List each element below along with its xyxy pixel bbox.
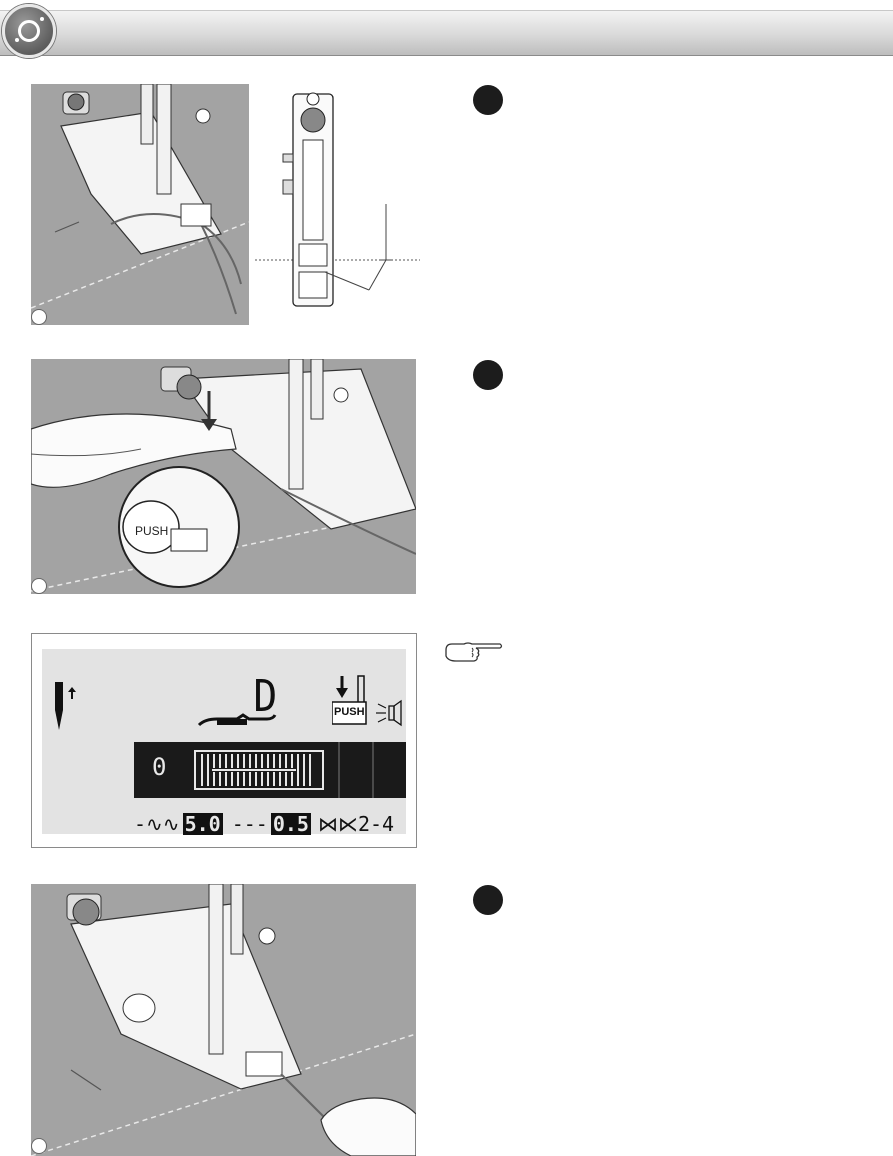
needle-icon [54, 682, 64, 730]
section-header-bar [0, 10, 893, 56]
push-lever-indicator [332, 674, 402, 739]
pointing-hand-icon [444, 640, 504, 666]
segment-divider [338, 742, 340, 798]
buttonhole-progress-bar [134, 742, 406, 798]
pull-thread-illustration [31, 884, 416, 1156]
push-label: PUSH [334, 706, 365, 718]
stitch-width-symbol: -∿∿ [134, 812, 180, 836]
stitch-width-value: 5.0 [184, 812, 221, 836]
buttonhole-foot-with-thread-illustration [31, 84, 249, 325]
lcd-screen [42, 649, 406, 834]
step-marker-1 [473, 85, 503, 115]
presser-foot-label: 2-4 [357, 812, 395, 836]
buttonhole-foot-top-view-illustration [255, 84, 420, 324]
buttonhole-stitch-graphic [194, 750, 324, 790]
figure-label-circle [31, 578, 47, 594]
step-marker-3 [473, 885, 503, 915]
presser-foot-icon [197, 711, 277, 733]
figure-label-circle [31, 309, 47, 325]
push-lever-indicator-icon [332, 674, 402, 734]
svg-text:PUSH: PUSH [135, 524, 169, 538]
push-lever-illustration [31, 359, 416, 594]
lcd-display-frame [31, 633, 417, 848]
arrow-up-icon [68, 687, 76, 699]
stitch-length-symbol: --- [231, 812, 268, 836]
segment-divider [372, 742, 374, 798]
step-marker-2 [473, 360, 503, 390]
stitch-settings-row [134, 811, 394, 837]
figure-label-circle [31, 1138, 47, 1154]
pattern-number: D [253, 671, 278, 722]
stitch-length-value: 0.5 [272, 812, 309, 836]
section-icon [2, 4, 56, 58]
presser-foot-symbol: ⋈⋉ [317, 812, 358, 836]
stitch-counter: 0 [152, 753, 167, 781]
